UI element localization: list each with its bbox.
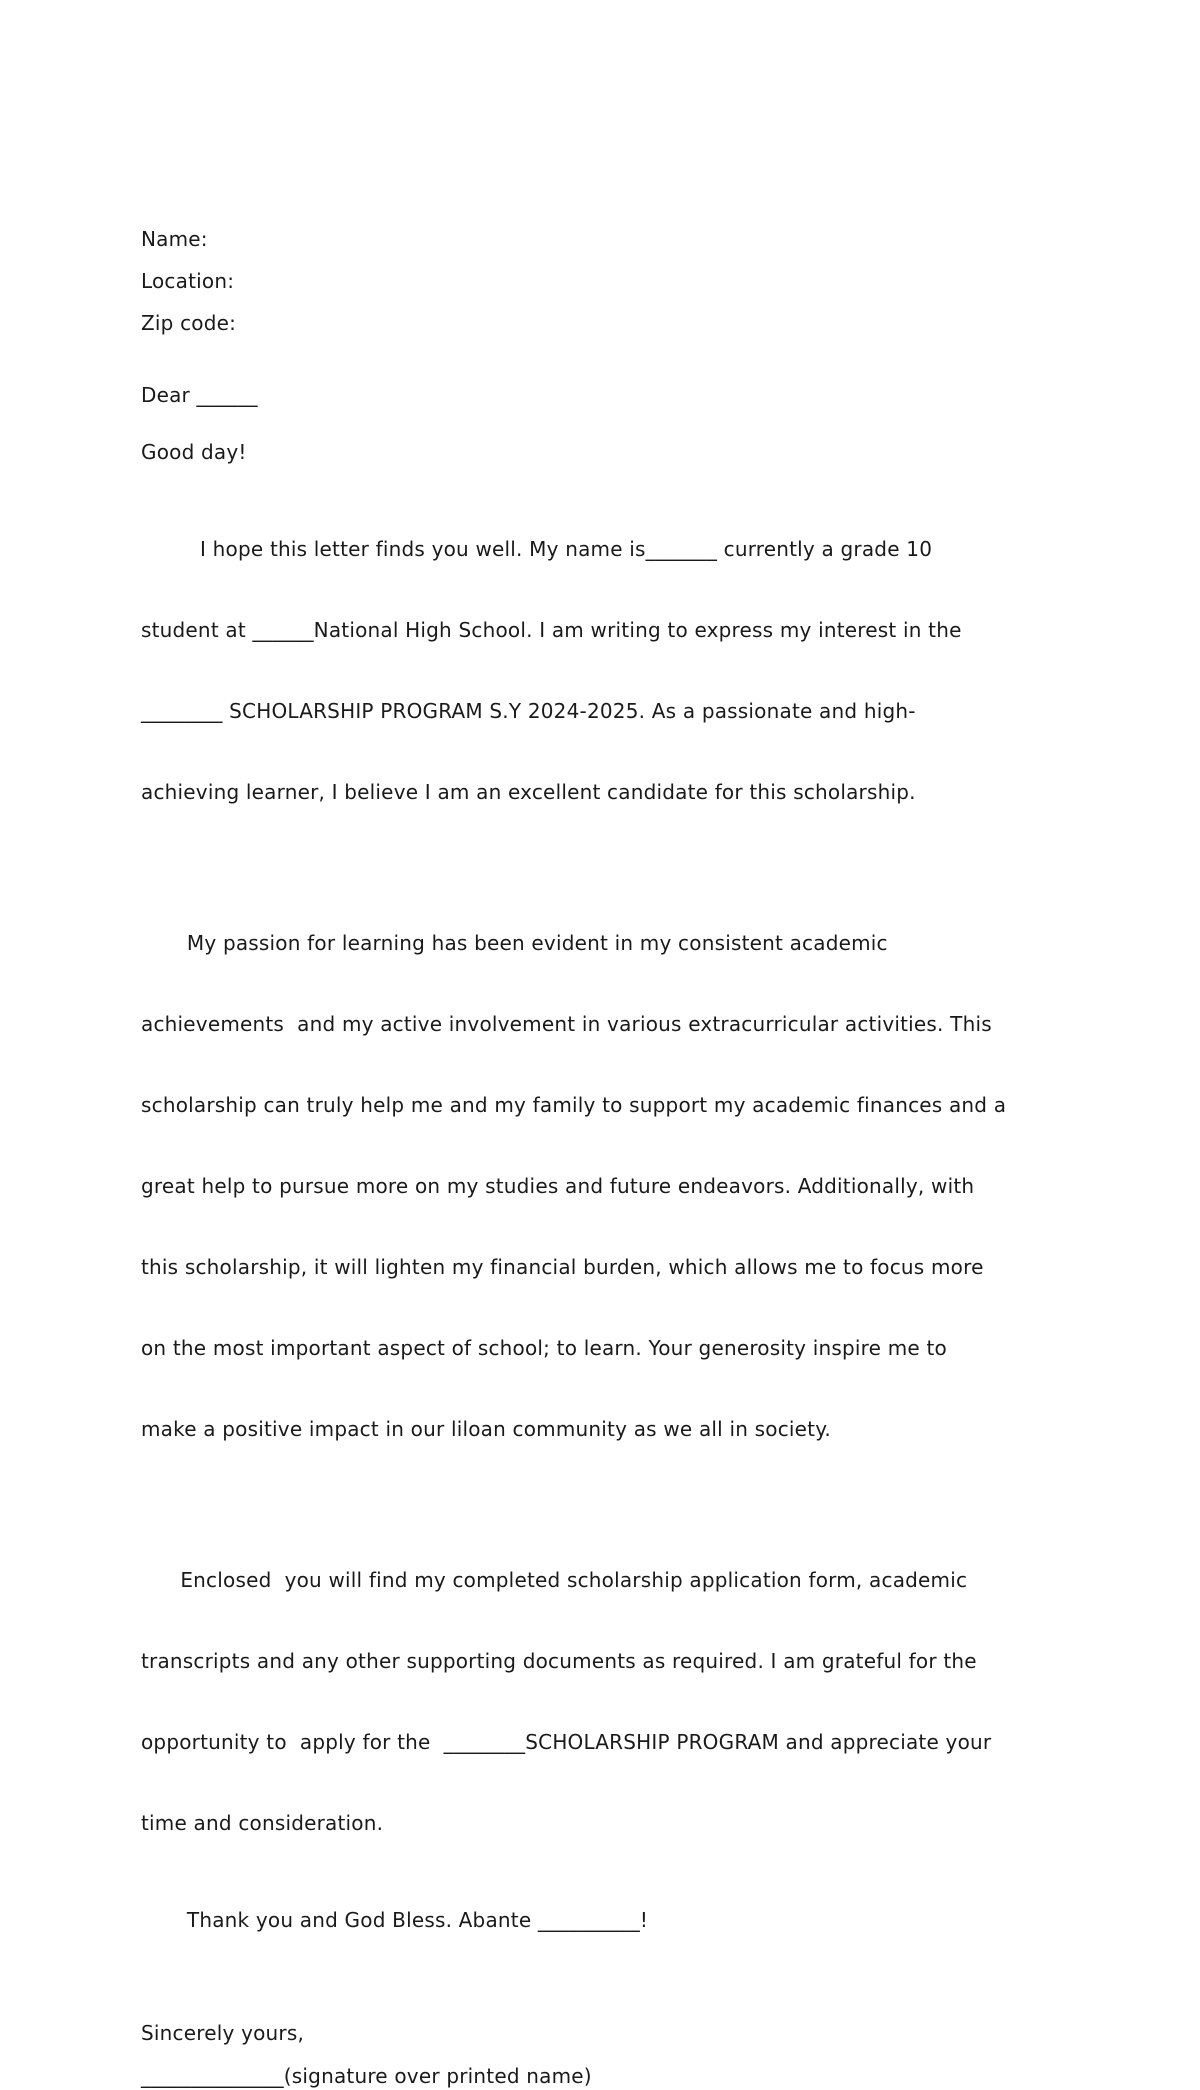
paragraph-line: opportunity to apply for the ________SCHOLARSHIP PROGRAM and appreciate your — [141, 1730, 992, 1754]
name-label: Name: — [141, 227, 208, 251]
zip-code-label: Zip code: — [141, 311, 237, 335]
paragraph-intro — [141, 482, 1061, 860]
scholarship-letter — [141, 226, 1061, 2090]
paragraph-line: great help to pursue more on my studies and future endeavors. Additionally, with — [141, 1174, 975, 1198]
paragraph-line: ________ SCHOLARSHIP PROGRAM S.Y 2024-2025. As a passionate and high- — [141, 699, 916, 723]
paragraph-line: student at ______National High School. I am writing to express my interest in the — [141, 618, 962, 642]
greeting: Good day! — [141, 440, 247, 464]
paragraph-line: scholarship can truly help me and my family to support my academic finances and a — [141, 1093, 1007, 1117]
spacer — [141, 1934, 1061, 2020]
paragraph-line: My passion for learning has been evident in my consistent academic — [141, 931, 888, 955]
paragraph-line: achieving learner, I believe I am an excellent candidate for this scholarship. — [141, 780, 916, 804]
signature-line: ______________(signature over printed name) — [141, 2064, 592, 2088]
spacer — [141, 409, 1061, 439]
paragraph-line: I hope this letter finds you well. My name is_______ currently a grade 10 — [141, 537, 933, 561]
paragraph-line: this scholarship, it will lighten my financial burden, which allows me to focus more — [141, 1255, 984, 1279]
paragraph-line: on the most important aspect of school; to learn. Your generosity inspire me to — [141, 1336, 947, 1360]
paragraph-enclosed — [141, 1513, 1061, 1891]
spacer — [141, 352, 1061, 382]
paragraph-line: time and consideration. — [141, 1811, 384, 1835]
paragraph-line: achievements and my active involvement in various extracurricular activities. This — [141, 1012, 992, 1036]
paragraph-line: make a positive impact in our liloan community as we all in society. — [141, 1417, 831, 1441]
salutation: Dear ______ — [141, 383, 258, 407]
paragraph-line: Enclosed you will find my completed scholarship application form, academic — [141, 1568, 968, 1592]
thanks-line: Thank you and God Bless. Abante __________! — [141, 1908, 649, 1932]
location-label: Location: — [141, 269, 235, 293]
closing: Sincerely yours, — [141, 2021, 305, 2045]
paragraph-passion — [141, 876, 1061, 1497]
paragraph-line: transcripts and any other supporting documents as required. I am grateful for the — [141, 1649, 977, 1673]
